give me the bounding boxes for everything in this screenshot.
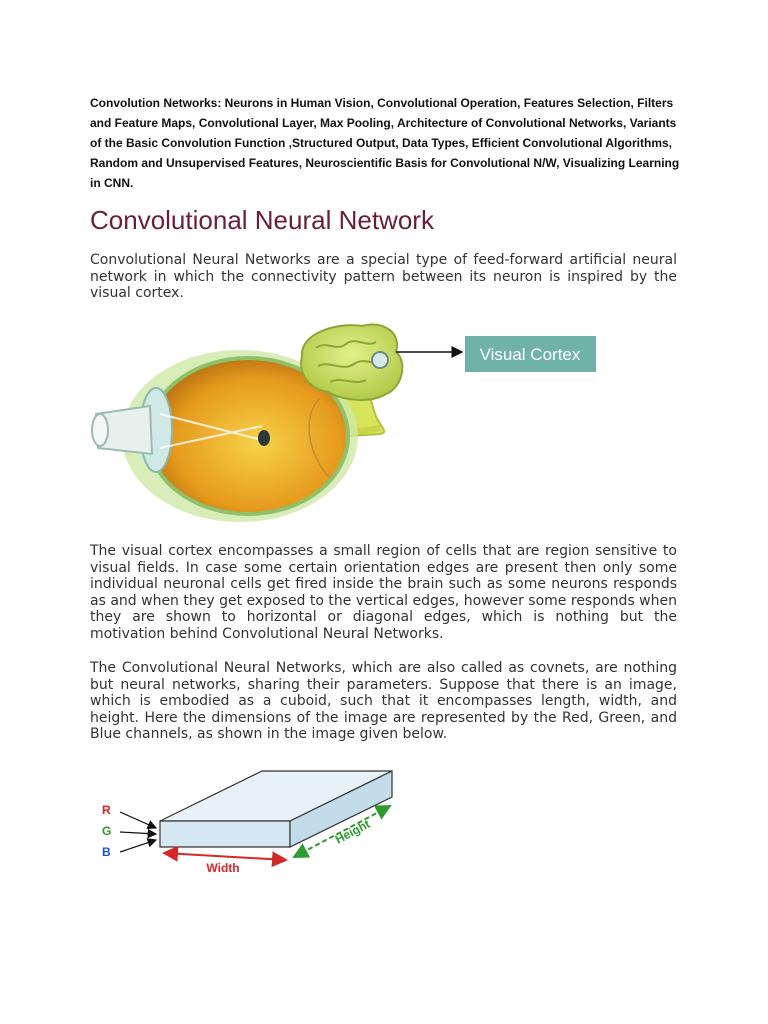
rgb-cuboid-figure xyxy=(90,760,410,880)
cuboid-front xyxy=(160,821,290,847)
r-channel-label: R xyxy=(102,803,111,817)
visual-cortex-paragraph: The visual cortex encompasses a small region of cells that are region sensitive to visual fields. In case some certain orientation edges are present then only some individual neuronal cells get fired inside the brain such as some neurons responds as and when they get exposed to the vertical edges, however some responds when they are shown to horizontal or diagonal edges, which is nothing but the motivation behind Convolutional Neural Networks. xyxy=(90,543,677,642)
covnets-paragraph: The Convolutional Neural Networks, which are also called as covnets, are nothing but neural networks, sharing their parameters. Suppose that there is an image, which is embodied as a cuboid, such that it encompasses length, width, and height. Here the dimensions of the image are represented by the Red, Green, and Blue channels, as shown in the image given below. xyxy=(90,660,677,743)
height-label: Height xyxy=(332,816,373,847)
visual-cortex-label: Visual Cortex xyxy=(479,345,581,364)
eye-brain-figure xyxy=(90,318,610,530)
syllabus-text: Convolution Networks: Neurons in Human Vision, Convolutional Operation, Features Selection, Filters and Feature Maps, Convolutional Layer, Max Pooling, Architecture of Convolutional Networks, Variants of the Basic Convolution Function ,Structured Output, Data Types, Efficient Convolutional Algorithms, Random and Unsupervised Features, Neuroscientific Basis for Convolutional N/W, Visualizing Learning in CNN. xyxy=(90,96,680,190)
g-channel-label: G xyxy=(102,824,112,838)
intro-paragraph: Convolutional Neural Networks are a special type of feed-forward artificial neural network in which the connectivity pattern between its neuron is inspired by the visual cortex. xyxy=(90,252,677,302)
width-arrow xyxy=(164,853,286,860)
b-channel-label: B xyxy=(102,845,111,859)
width-label: Width xyxy=(206,861,240,875)
page-title: Convolutional Neural Network xyxy=(90,205,434,235)
